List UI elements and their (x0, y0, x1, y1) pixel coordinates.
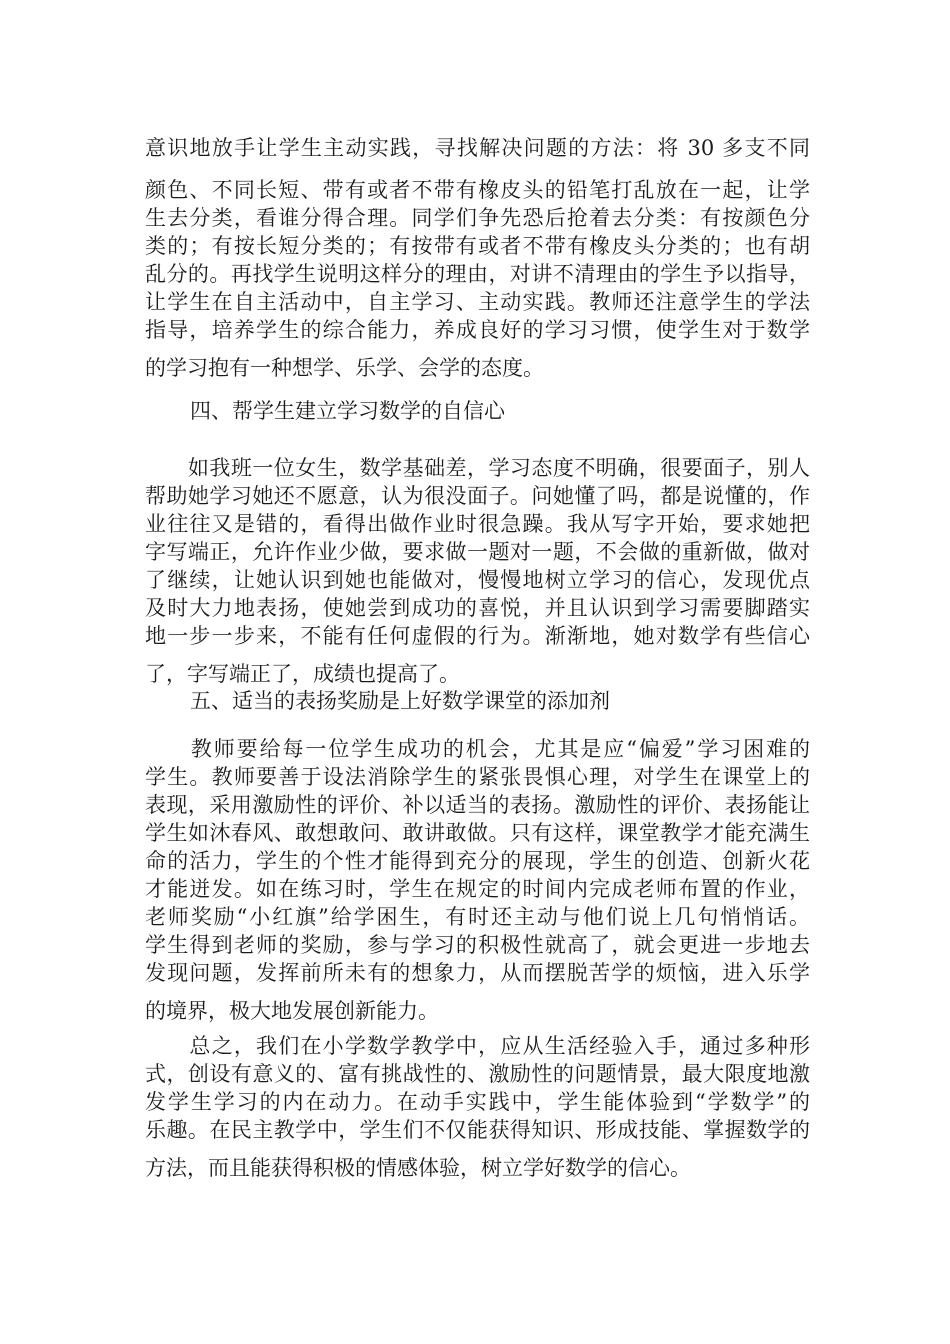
text-line: 了继续，让她认识到她也能做对，慢慢地树立学习的信心，发现优点 (145, 568, 810, 592)
text-line: 方法，而且能获得积极的情感体验，树立学好数学的信心。 (145, 1156, 691, 1180)
text-line: 才能迸发。如在练习时，学生在规定的时间内完成老师布置的作业， (145, 877, 810, 901)
paragraph-4 (145, 1032, 810, 1182)
text-line: 乱分的。再找学生说明这样分的理由，对讲不清理由的学生予以指导， (145, 262, 810, 286)
text-line: 类的；有按长短分类的；有按带有或者不带有橡皮头分类的；也有胡 (145, 234, 810, 258)
text-line: 如我班一位女生，数学基础差，学习态度不明确，很要面子，别人 (145, 456, 810, 480)
text-line: 命的活力，学生的个性才能得到充分的展现，学生的创造、创新火花 (145, 849, 810, 873)
text-line: 及时大力地表扬，使她尝到成功的喜悦，并且认识到学习需要脚踏实 (145, 596, 810, 620)
text-line: 意识地放手让学生主动实践，寻找解决问题的方法：将 30 多支不同 (145, 136, 810, 160)
text-line: 教师要给每一位学生成功的机会，尤其是应“偏爱”学习困难的 (145, 737, 810, 761)
text-line: 表现，采用激励性的评价、补以适当的表扬。激励性的评价、表扬能让 (145, 793, 810, 817)
text-line: 发学生学习的内在动力。在动手实践中，学生能体验到“学数学”的 (145, 1090, 810, 1114)
text-line: 学生如沐春风、敢想敢问、敢讲敢做。只有这样，课堂教学才能充满生 (145, 821, 810, 845)
text-line: 指导，培养学生的综合能力，养成良好的学习习惯，使学生对于数学 (145, 318, 810, 342)
text-line: 学生得到老师的奖励，参与学习的积极性就高了，就会更进一步地去 (145, 933, 810, 957)
text-line: 业往往又是错的，看得出做作业时很急躁。我从写字开始，要求她把 (145, 512, 810, 536)
text-line: 总之，我们在小学数学教学中，应从生活经验入手，通过多种形 (145, 1034, 810, 1058)
text-line: 生去分类，看谁分得合理。同学们争先恐后抢着去分类：有按颜色分 (145, 206, 810, 230)
text-line: 让学生在自主活动中，自主学习、主动实践。教师还注意学生的学法 (145, 290, 810, 314)
text-line: 式，创设有意义的、富有挑战性的、激励性的问题情景，最大限度地激 (145, 1062, 810, 1086)
text-line: 帮助她学习她还不愿意，认为很没面子。问她懂了吗，都是说懂的，作 (145, 484, 810, 508)
section-heading-5: 五、适当的表扬奖励是上好数学课堂的添加剂 (190, 689, 610, 713)
text-line: 老师奖励“小红旗”给学困生，有时还主动与他们说上几句悄悄话。 (145, 905, 810, 929)
text-line: 的学习抱有一种想学、乐学、会学的态度。 (145, 356, 544, 380)
text-line: 字写端正，允许作业少做，要求做一题对一题，不会做的重新做，做对 (145, 540, 810, 564)
paragraph-2 (145, 454, 810, 688)
text-line: 了，字写端正了，成绩也提高了。 (145, 662, 460, 686)
text-line: 地一步一步来，不能有任何虚假的行为。渐渐地，她对数学有些信心 (145, 624, 810, 648)
text-line: 的境界，极大地发展创新能力。 (145, 999, 439, 1023)
text-line: 颜色、不同长短、带有或者不带有橡皮头的铅笔打乱放在一起，让学 (145, 178, 810, 202)
text-line: 发现问题，发挥前所未有的想象力，从而摆脱苦学的烦恼，进入乐学 (145, 961, 810, 985)
section-heading-4: 四、帮学生建立学习数学的自信心 (190, 399, 505, 423)
paragraph-1 (145, 134, 810, 382)
paragraph-3 (145, 735, 810, 1025)
text-line: 乐趣。在民主教学中，学生们不仅能获得知识、形成技能、掌握数学的 (145, 1118, 810, 1142)
text-line: 学生。教师要善于设法消除学生的紧张畏惧心理，对学生在课堂上的 (145, 765, 810, 789)
